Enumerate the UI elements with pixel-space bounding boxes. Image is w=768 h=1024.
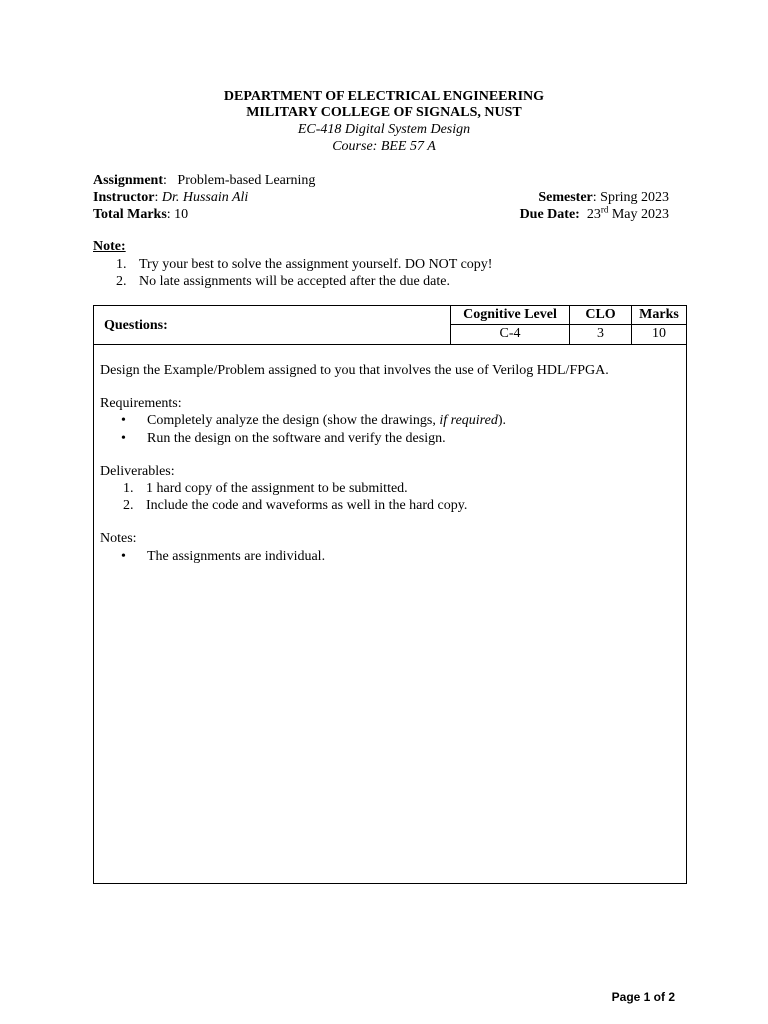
semester-value: Spring 2023 [600, 190, 669, 205]
requirement-text: Completely analyze the design (show the drawings, [147, 413, 440, 428]
page-number: Page 1 of 2 [611, 990, 675, 1004]
questions-table [93, 305, 687, 884]
note-list [116, 256, 676, 290]
assignment-info: Assignment: Problem-based Learning [93, 173, 316, 188]
total-marks-label: Total Marks [93, 207, 167, 222]
cognitive-level-value: C-4 [499, 326, 521, 341]
list-text: 1 hard copy of the assignment to be submitted. [146, 481, 408, 496]
list-item [123, 480, 663, 497]
due-date-label: Due Date: [519, 207, 580, 222]
semester-label: Semester [538, 190, 593, 205]
clo-value: 3 [597, 326, 604, 341]
clo-cell [569, 306, 631, 344]
due-date-day: 23 [586, 207, 601, 222]
due-date-info [520, 206, 669, 223]
marks-row [93, 206, 669, 223]
list-number: 1. [123, 481, 134, 496]
question-intro: Design the Example/Problem assigned to you that involves the use of Verilog HDL/FPGA. [100, 363, 609, 378]
questions-label: Questions: [104, 318, 168, 333]
requirement-text-end: ). [497, 413, 507, 428]
list-text: Try your best to solve the assignment yourself. DO NOT copy! [139, 257, 493, 272]
list-item [123, 497, 663, 514]
list-number: 2. [123, 498, 134, 513]
notes-title: Notes: [100, 531, 137, 546]
semester-info: Semester: Spring 2023 [538, 190, 669, 205]
total-marks-info: Total Marks: 10 [93, 207, 189, 222]
marks-value: 10 [652, 326, 666, 341]
bullet-icon: • [121, 549, 126, 564]
note-title: Note: [93, 239, 126, 254]
course-code: EC-418 Digital System Design [297, 122, 471, 137]
instructor-row [93, 189, 669, 206]
college-heading: MILITARY COLLEGE OF SIGNALS, NUST [246, 105, 522, 120]
due-date-rest: May 2023 [611, 207, 669, 222]
instructor-value: Dr. Hussain Ali [161, 190, 249, 205]
list-text: No late assignments will be accepted after the due date. [139, 274, 450, 289]
instructor-info: Instructor: Dr. Hussain Ali [93, 190, 249, 205]
list-text: The assignments are individual. [147, 549, 326, 564]
list-text: Include the code and waveforms as well in the hard copy. [146, 498, 468, 513]
marks-cell [631, 306, 686, 344]
list-item [116, 256, 676, 273]
list-number: 2. [116, 274, 127, 289]
assignment-label: Assignment [93, 173, 164, 188]
clo-header: CLO [570, 306, 631, 325]
department-heading: DEPARTMENT OF ELECTRICAL ENGINEERING [223, 89, 545, 104]
deliverables-list [123, 480, 663, 514]
deliverables-title: Deliverables: [100, 464, 175, 479]
assignment-value: Problem-based Learning [177, 173, 316, 188]
requirement-italic: if required [439, 413, 498, 428]
marks-header: Marks [632, 306, 686, 325]
bullet-icon: • [121, 431, 126, 446]
requirements-title: Requirements: [100, 396, 182, 411]
list-number: 1. [116, 257, 127, 272]
cognitive-level-header: Cognitive Level [451, 306, 569, 325]
cognitive-level-cell [450, 306, 569, 344]
assignment-row [93, 172, 669, 189]
course-name: Course: BEE 57 A [332, 139, 436, 154]
bullet-icon: • [121, 413, 126, 428]
list-item [116, 273, 676, 290]
list-text [147, 412, 506, 429]
list-text: Run the design on the software and verify the design. [147, 431, 446, 446]
due-date-suffix: rd [600, 204, 609, 215]
total-marks-value: 10 [174, 207, 189, 222]
instructor-label: Instructor [93, 190, 155, 205]
table-header [94, 306, 686, 345]
